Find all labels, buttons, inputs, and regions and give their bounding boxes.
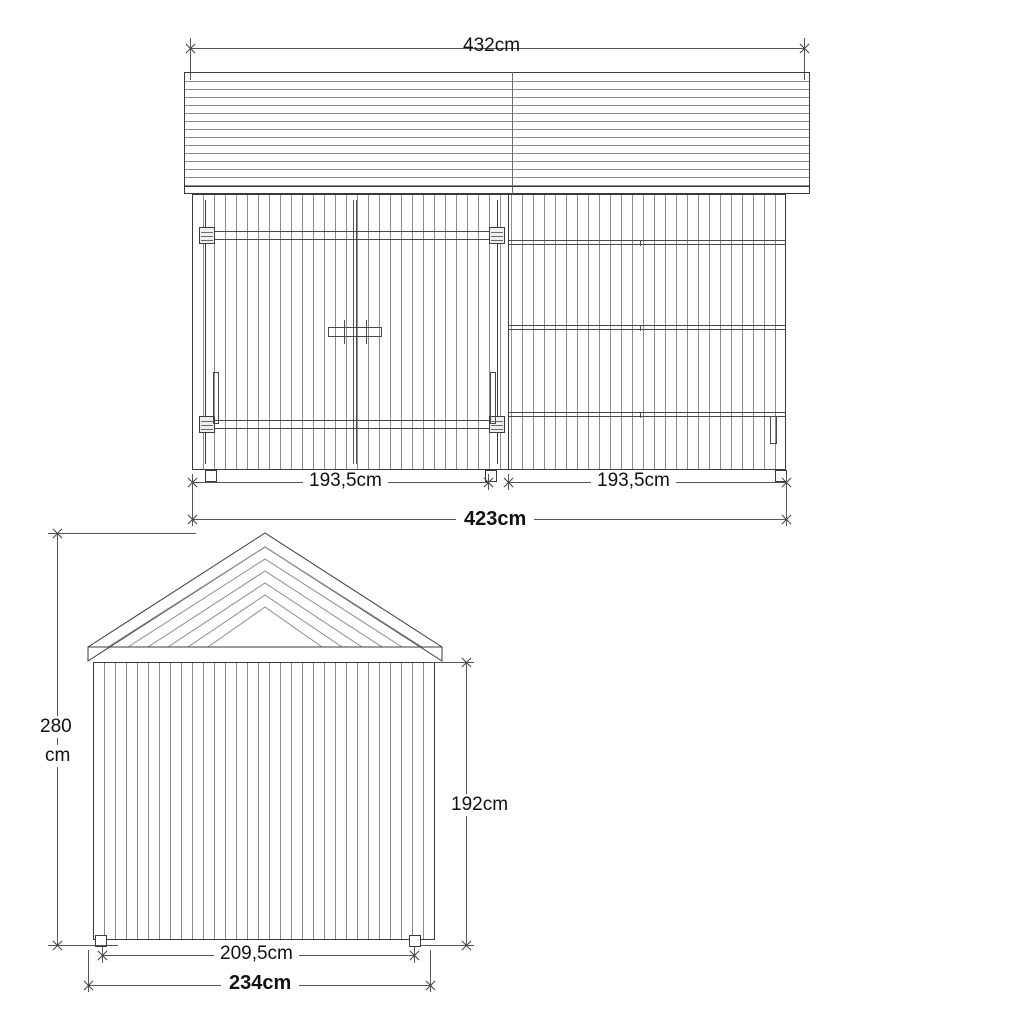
bay-right-dimension-label: 193,5cm — [591, 470, 676, 492]
dim-tick — [780, 513, 793, 526]
dim-tick — [96, 949, 109, 962]
dim-tick — [798, 42, 811, 55]
bay-left-dimension-label: 193,5cm — [303, 470, 388, 492]
gable-height-ext-top — [48, 533, 196, 534]
door-drop-bolt-left — [213, 372, 219, 424]
dim-tick — [424, 979, 437, 992]
right-bay-rail-1 — [509, 240, 786, 241]
dim-tick — [51, 939, 64, 952]
hinge-icon — [489, 227, 505, 244]
right-bay-rail-2b — [509, 329, 786, 330]
front-roof-boards — [185, 73, 809, 193]
door-bottom-rail — [212, 420, 502, 429]
right-bay-rail-2 — [509, 325, 786, 326]
gable-height-dimension-label: 280 — [37, 716, 75, 738]
dim-tick — [82, 979, 95, 992]
front-roof-fascia — [184, 186, 810, 187]
right-bay-rail-3b — [509, 416, 786, 417]
door-drop-bolt-right — [490, 372, 496, 424]
dim-tick — [460, 939, 473, 952]
front-bay-divider — [508, 194, 509, 470]
gable-overall-width-dimension-label: 234cm — [221, 972, 299, 995]
gable-inner-width-dimension-label: 209,5cm — [214, 943, 299, 965]
gable-wall-height-dimension-label: 192cm — [447, 794, 512, 816]
right-bay-joint-3 — [640, 412, 641, 418]
dim-tick — [502, 476, 515, 489]
front-foot-left — [205, 470, 217, 482]
front-roof-ridge-split — [512, 72, 513, 194]
right-bay-rail-3 — [509, 412, 786, 413]
dim-tick — [482, 476, 495, 489]
front-overall-dimension-label: 423cm — [456, 508, 534, 531]
dim-tick — [51, 527, 64, 540]
right-bay-bolt — [770, 416, 777, 444]
right-bay-rail-1b — [509, 244, 786, 245]
door-top-rail — [212, 231, 502, 240]
door-handle — [344, 320, 345, 344]
hinge-icon — [199, 227, 215, 244]
door-handle-2 — [366, 320, 367, 344]
door-latch — [328, 327, 382, 337]
right-bay-joint-2 — [640, 325, 641, 331]
gable-roof-outline — [70, 525, 490, 675]
right-bay-joint-1 — [640, 240, 641, 246]
front-top-dimension-label: 432cm — [463, 35, 521, 56]
gable-wall-cladding — [94, 663, 434, 939]
dim-tick — [460, 656, 473, 669]
gable-height-dim-line — [57, 533, 58, 945]
dim-tick — [184, 42, 197, 55]
dim-tick — [408, 949, 421, 962]
gable-height-dimension-unit: cm — [42, 745, 73, 767]
